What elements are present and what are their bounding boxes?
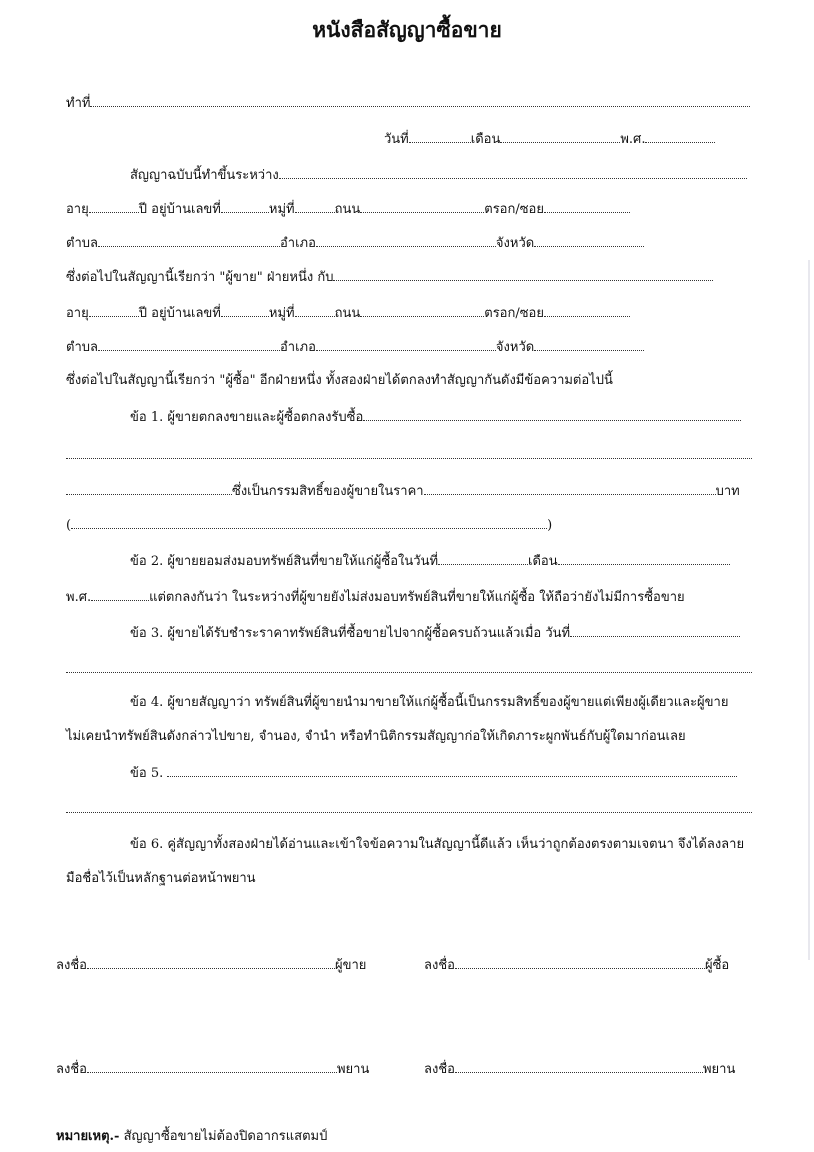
- clause-3-line-2: [66, 660, 752, 679]
- subdistrict-blank: [98, 338, 280, 351]
- subdistrict-label: ตำบล: [66, 236, 98, 251]
- clause-6-line-2: [66, 870, 256, 888]
- clause-6-line-1: [130, 836, 744, 854]
- party-one-area-line: [66, 234, 644, 253]
- years-label: ปี: [138, 306, 147, 321]
- road-label: ถนน: [334, 202, 361, 217]
- province-label: จังหวัด: [495, 236, 535, 251]
- clause-5-blank-2: [66, 800, 752, 813]
- district-blank: [316, 234, 496, 247]
- alley-label: ตรอก/ซอย: [484, 306, 544, 321]
- clause-1-line-2: [66, 446, 752, 465]
- scan-edge-mark: [808, 260, 810, 960]
- buyer-signature: [424, 954, 729, 975]
- clause-1-item-blank: [363, 408, 741, 421]
- witness-label: พยาน: [336, 1062, 370, 1077]
- clause-4-text-1: ข้อ 4. ผู้ขายสัญญาว่า ทรัพย์สินที่ผู้ขายนำมาขายให้แก่ผู้ซื้อนี้เป็นกรรมสิทธิ์ของผู้ขายแต่เพียงผู้เดียวและผู้ขาย: [130, 695, 729, 710]
- province-blank: [534, 234, 644, 247]
- delivery-year-blank: [91, 588, 149, 601]
- party-one-address-line: [66, 200, 630, 219]
- delivery-year-label: พ.ศ.: [66, 590, 92, 605]
- date-label: วันที่: [384, 132, 409, 147]
- document-title: หนังสือสัญญาซื้อขาย: [312, 17, 502, 42]
- clause-1-line-4: ( ): [66, 518, 553, 533]
- buyer-ref-line: [66, 372, 613, 390]
- clause-2-line-2: [66, 588, 685, 607]
- witness-1-signature: [56, 1058, 369, 1079]
- house-no-blank: [221, 304, 269, 317]
- clause-5-line-2: [66, 800, 752, 819]
- alley-blank: [544, 304, 630, 317]
- clause-1-price-text: ซึ่งเป็นกรรมสิทธิ์ของผู้ขายในราคา: [232, 484, 424, 499]
- district-label: อำเภอ: [279, 236, 316, 251]
- sign-label: ลงชื่อ: [56, 1062, 87, 1077]
- year-blank: [645, 130, 715, 143]
- moo-label: หมู่ที่: [268, 306, 295, 321]
- clause-1-line-1: [130, 408, 741, 427]
- clause-3-line-1: [130, 624, 740, 643]
- clause-5-blank: [167, 764, 737, 777]
- party-two-address-line: [66, 304, 630, 323]
- party-two-name-blank: [333, 268, 713, 281]
- made-at-label: ทำที่: [66, 96, 91, 111]
- clause-1-item-blank-2: [66, 446, 752, 459]
- years-label: ปี: [138, 202, 147, 217]
- price-in-words-blank: [71, 516, 547, 529]
- alley-label: ตรอก/ซอย: [484, 202, 544, 217]
- baht-label: บาท: [715, 484, 740, 499]
- month-label: เดือน: [470, 132, 501, 147]
- buyer-ref-text: ซึ่งต่อไปในสัญญานี้เรียกว่า "ผู้ซื้อ" อีกฝ่ายหนึ่ง ทั้งสองฝ่ายได้ตกลงทำสัญญากันดังมีข้อความต่อไปนี้: [66, 373, 613, 388]
- delivery-month-label: เดือน: [528, 554, 558, 569]
- seller-signature-blank: [87, 956, 335, 969]
- moo-label: หมู่ที่: [268, 202, 295, 217]
- party-one-name-blank: [279, 166, 747, 179]
- party-two-area-line: [66, 338, 644, 357]
- date-blank: [409, 130, 471, 143]
- payment-blank-2: [66, 660, 752, 673]
- clause-2-text: ข้อ 2. ผู้ขายยอมส่งมอบทรัพย์สินที่ขายให้แก่ผู้ซื้อในวันที่: [130, 554, 439, 569]
- year-label: พ.ศ.: [620, 132, 646, 147]
- road-label: ถนน: [334, 306, 361, 321]
- moo-blank: [295, 200, 335, 213]
- clause-1-text: ข้อ 1. ผู้ขายตกลงขายและผู้ซื้อตกลงรับซื้อ: [130, 410, 364, 425]
- alley-blank: [544, 200, 630, 213]
- note-text: สัญญาซื้อขายไม่ต้องปิดอากรแสตมป์: [123, 1129, 328, 1144]
- clause-2-condition-text: แต่ตกลงกันว่า ในระหว่างที่ผู้ขายยังไม่ส่งมอบทรัพย์สินที่ขายให้แก่ผู้ซื้อ ให้ถือว่ายังไม่มีการซื้อขาย: [149, 590, 685, 605]
- province-label: จังหวัด: [495, 340, 535, 355]
- clause-4-text-2: ไม่เคยนำทรัพย์สินดังกล่าวไปขาย, จำนอง, จำนำ หรือทำนิติกรรมสัญญาก่อให้เกิดภาระผูกพันธ์กับผู้ใดมาก่อนเลย: [66, 729, 686, 744]
- sign-label: ลงชื่อ: [424, 958, 455, 973]
- age-blank: [89, 200, 139, 213]
- moo-blank: [295, 304, 335, 317]
- delivery-month-blank: [558, 552, 730, 565]
- house-no-label: อยู่บ้านเลขที่: [151, 202, 221, 217]
- clause-2-line-1: [130, 552, 730, 571]
- witness-1-signature-blank: [87, 1060, 337, 1073]
- witness-label: พยาน: [702, 1062, 736, 1077]
- date-line: [384, 130, 715, 149]
- district-blank: [316, 338, 496, 351]
- seller-label: ผู้ขาย: [334, 958, 367, 973]
- clause-6-text-2: มือชื่อไว้เป็นหลักฐานต่อหน้าพยาน: [66, 871, 256, 886]
- month-blank: [500, 130, 620, 143]
- age-label: อายุ: [66, 202, 89, 217]
- clause-5-text: ข้อ 5.: [130, 766, 164, 781]
- sign-label: ลงชื่อ: [424, 1062, 455, 1077]
- road-blank: [360, 200, 484, 213]
- delivery-date-blank: [438, 552, 528, 565]
- payment-date-blank: [570, 624, 740, 637]
- seller-ref-text: ซึ่งต่อไปในสัญญานี้เรียกว่า "ผู้ขาย" ฝ่ายหนึ่ง กับ: [66, 270, 334, 285]
- clause-1-item-blank-3: [66, 482, 232, 495]
- house-no-blank: [221, 200, 269, 213]
- age-label: อายุ: [66, 306, 89, 321]
- buyer-signature-blank: [455, 956, 705, 969]
- seller-ref-line: [66, 268, 713, 287]
- road-blank: [360, 304, 484, 317]
- intro-text: สัญญาฉบับนี้ทำขึ้นระหว่าง: [130, 168, 279, 183]
- seller-signature: [56, 954, 366, 975]
- clause-6-text-1: ข้อ 6. คู่สัญญาทั้งสองฝ่ายได้อ่านและเข้าใจข้อความในสัญญานี้ดีแล้ว เห็นว่าถูกต้องตรงตามเจตนา จึงได้ลงลาย: [130, 837, 745, 852]
- age-blank: [89, 304, 139, 317]
- clause-3-text: ข้อ 3. ผู้ขายได้รับชำระราคาทรัพย์สินที่ซื้อขายไปจากผู้ซื้อครบถ้วนแล้วเมื่อ วันที่: [130, 626, 571, 641]
- clause-5-line-1: [130, 764, 737, 783]
- made-at-blank: [90, 94, 750, 107]
- house-no-label: อยู่บ้านเลขที่: [151, 306, 221, 321]
- sign-label: ลงชื่อ: [56, 958, 87, 973]
- clause-1-line-3: [66, 482, 740, 501]
- clause-4-line-2: [66, 728, 686, 746]
- buyer-label: ผู้ซื้อ: [704, 958, 730, 973]
- witness-2-signature-blank: [455, 1060, 703, 1073]
- note-label: หมายเหตุ.-: [56, 1129, 120, 1144]
- footnote: [56, 1128, 327, 1146]
- province-blank: [534, 338, 644, 351]
- subdistrict-label: ตำบล: [66, 340, 98, 355]
- made-at-line: [66, 94, 750, 113]
- clause-4-line-1: [130, 694, 728, 712]
- district-label: อำเภอ: [279, 340, 316, 355]
- witness-2-signature: [424, 1058, 735, 1079]
- subdistrict-blank: [98, 234, 280, 247]
- clause-1-price-blank: [424, 482, 716, 495]
- intro-line: [130, 166, 747, 185]
